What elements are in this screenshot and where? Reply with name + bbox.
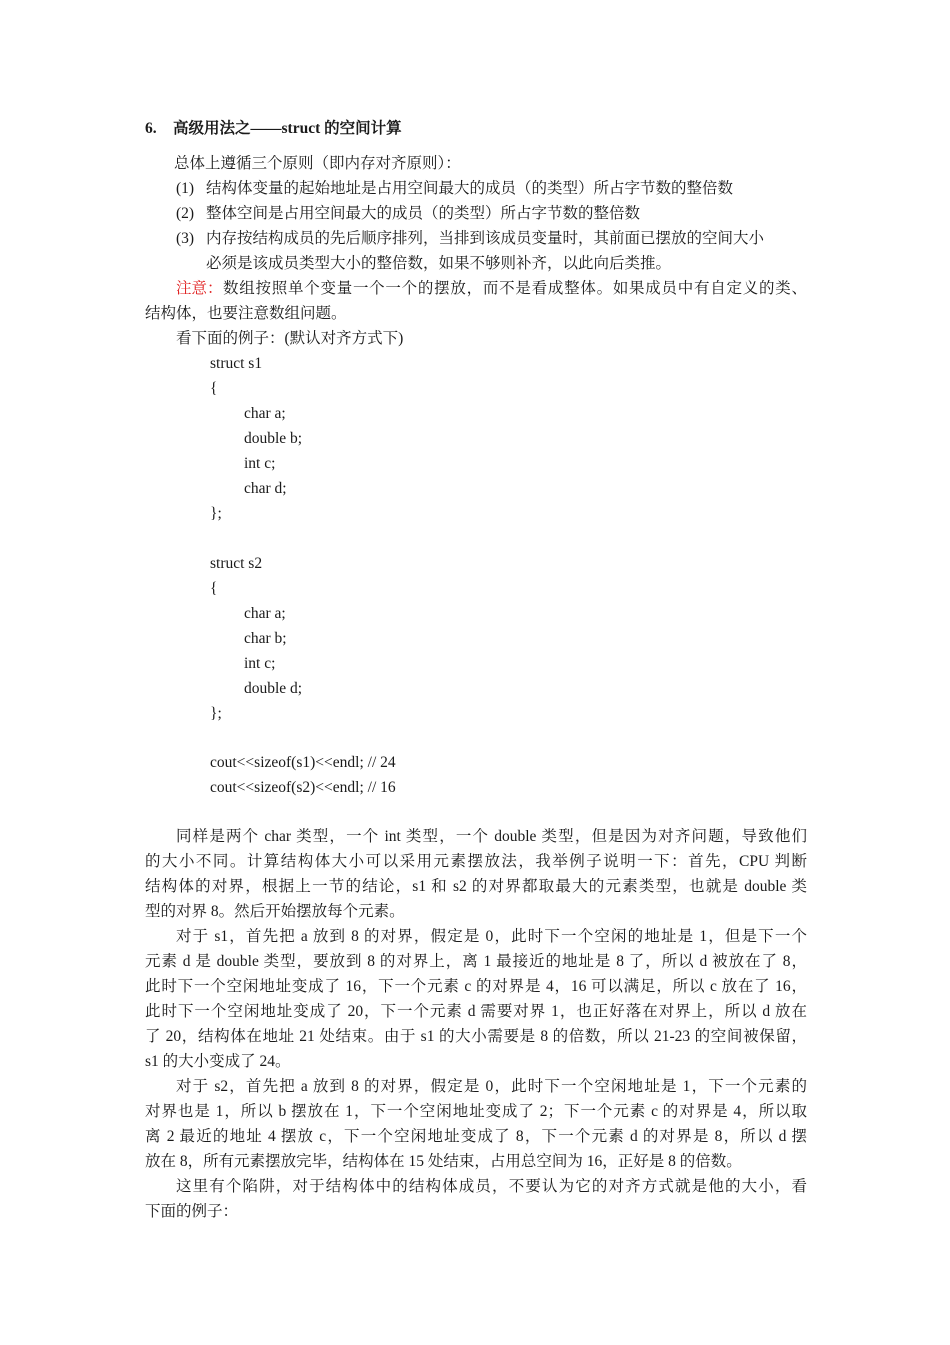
paragraph-3-line: 对于 s2，首先把 a 放到 8 的对界，假定是 0，此时下一个空闲地址是 1，下一个元素的 <box>176 1078 807 1095</box>
paragraph-2-line: s1 的大小变成了 24。 <box>145 1053 291 1070</box>
paragraph-3-line: 对界也是 1，所以 b 摆放在 1，下一个空闲地址变成了 2；下一个元素 c 的对界是 4，所以取 <box>145 1103 807 1120</box>
principle-1-text: 结构体变量的起始地址是占用空间最大的成员（的类型）所占字节数的整倍数 <box>206 180 734 197</box>
code-line: { <box>210 380 218 397</box>
code-line: char a; <box>244 405 286 422</box>
section-number: 6. <box>145 120 157 137</box>
code-line: char b; <box>244 630 287 647</box>
code-line: char a; <box>244 605 286 622</box>
code-line: int c; <box>244 455 276 472</box>
section-title: 高级用法之——struct 的空间计算 <box>173 120 402 137</box>
code-line: { <box>210 580 218 597</box>
paragraph-4-line: 这里有个陷阱，对于结构体中的结构体成员，不要认为它的对齐方式就是他的大小，看 <box>176 1178 807 1195</box>
code-line: int c; <box>244 655 276 672</box>
code-line: char d; <box>244 480 287 497</box>
paragraph-3-line: 放在 8，所有元素摆放完毕，结构体在 15 处结束，占用总空间为 16，正好是 8 的倍数。 <box>145 1153 742 1170</box>
note-label: 注意： <box>176 280 223 297</box>
paragraph-2-line: 此时下一个空闲地址变成了 16，下一个元素 c 的对界是 4，16 可以满足，所以 c 放在了 16， <box>145 978 807 995</box>
code-line: cout<<sizeof(s1)<<endl; // 24 <box>210 754 396 771</box>
code-line: struct s2 <box>210 555 263 572</box>
principle-2-text: 整体空间是占用空间最大的成员（的类型）所占字节数的整倍数 <box>206 205 641 222</box>
principle-1-number: (1) <box>176 180 195 197</box>
paragraph-1-line: 的大小不同。计算结构体大小可以采用元素摆放法，我举例子说明一下：首先，CPU 判断 <box>145 853 807 870</box>
paragraph-2-line: 了 20，结构体在地址 21 处结束。由于 s1 的大小需要是 8 的倍数，所以 21-23 的空间被保留， <box>145 1028 807 1045</box>
principle-3-continuation: 必须是该成员类型大小的整倍数，如果不够则补齐，以此向后类推。 <box>206 255 672 272</box>
note-line-2: 结构体，也要注意数组问题。 <box>145 305 347 322</box>
code-line: }; <box>210 505 222 522</box>
principle-3-number: (3) <box>176 230 195 247</box>
code-line: }; <box>210 705 222 722</box>
paragraph-1-line: 型的对界 8。然后开始摆放每个元素。 <box>145 903 405 920</box>
code-line: double b; <box>244 430 303 447</box>
paragraph-1-line: 结构体的对界，根据上一节的结论，s1 和 s2 的对界都取最大的元素类型，也就是 double 类 <box>145 878 807 895</box>
paragraph-2-line: 此时下一个空闲地址变成了 20，下一个元素 d 需要对界 1，也正好落在对界上，所以 d 放在 <box>145 1003 807 1020</box>
code-line: cout<<sizeof(s2)<<endl; // 16 <box>210 779 396 796</box>
note-line-1: 数组按照单个变量一个一个的摆放，而不是看成整体。如果成员中有自定义的类、 <box>223 280 807 297</box>
code-line: struct s1 <box>210 355 263 372</box>
example-intro: 看下面的例子：(默认对齐方式下) <box>176 330 404 347</box>
code-line: double d; <box>244 680 303 697</box>
paragraph-3-line: 离 2 最近的地址 4 摆放 c，下一个空闲地址变成了 8，下一个元素 d 的对界是 8，所以 d 摆 <box>145 1128 807 1145</box>
principle-2-number: (2) <box>176 205 195 222</box>
paragraph-4-line: 下面的例子： <box>145 1203 239 1220</box>
paragraph-2-line: 对于 s1，首先把 a 放到 8 的对界，假定是 0，此时下一个空闲的地址是 1，但是下一个 <box>176 928 807 945</box>
principle-3-text: 内存按结构成员的先后顺序排列，当排到该成员变量时，其前面已摆放的空间大小 <box>206 230 765 247</box>
paragraph-1-line: 同样是两个 char 类型，一个 int 类型，一个 double 类型，但是因为对齐问题，导致他们 <box>176 828 807 845</box>
paragraph-2-line: 元素 d 是 double 类型，要放到 8 的对界上，离 1 最接近的地址是 8 了，所以 d 被放在了 8， <box>145 953 807 970</box>
intro-text: 总体上遵循三个原则（即内存对齐原则）： <box>174 155 461 172</box>
